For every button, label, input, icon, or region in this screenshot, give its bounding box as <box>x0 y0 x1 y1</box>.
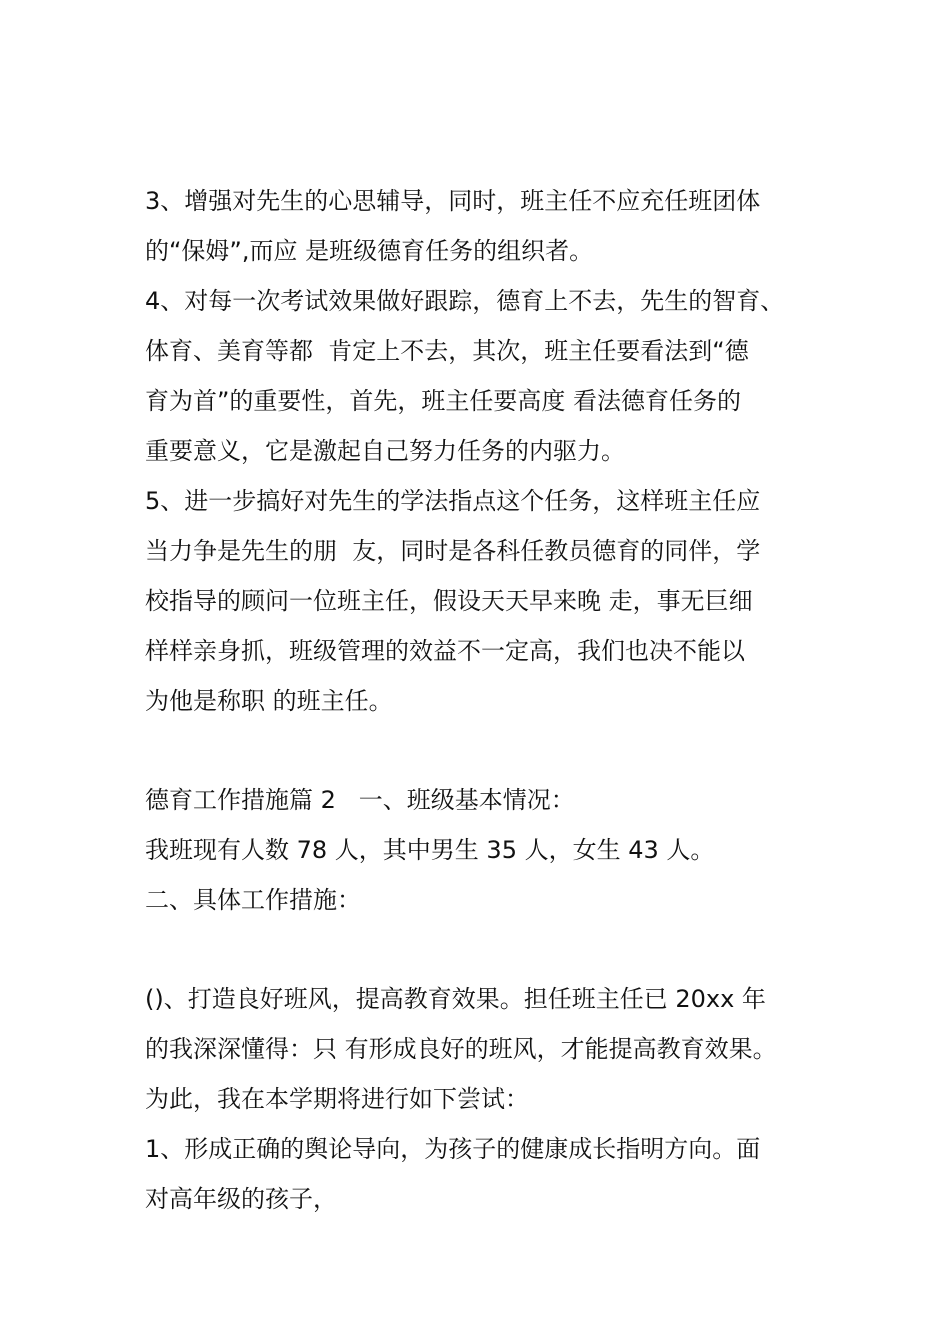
text-line: 3、增强对先生的心思辅导，同时，班主任不应充任班团体 <box>145 187 761 215</box>
text-line: 重要意义，它是激起自己努力任务的内驱力。 <box>145 437 625 465</box>
text-line: 样样亲身抓，班级管理的效益不一定高，我们也决不能以 <box>145 637 745 665</box>
text-line: 校指导的顾问一位班主任，假设天天早来晚 走，事无巨细 <box>145 587 753 615</box>
text-line: 我班现有人数 78 人，其中男生 35 人，女生 43 人。 <box>145 836 715 864</box>
section-heading: 德育工作措施篇 2 一、班级基本情况： <box>145 786 575 814</box>
text-line: 4、对每一次考试效果做好跟踪，德育上不去，先生的智育、 <box>145 287 785 315</box>
text-line: ()、打造良好班风，提高教育效果。担任班主任已 20xx 年 <box>145 985 766 1013</box>
text-line: 对高年级的孩子， <box>145 1185 337 1213</box>
text-line: 1、形成正确的舆论导向，为孩子的健康成长指明方向。面 <box>145 1135 761 1163</box>
text-line: 的我深深懂得：只 有形成良好的班风，才能提高教育效果。 <box>145 1035 777 1063</box>
subsection-heading: 二、具体工作措施： <box>145 886 361 914</box>
text-line: 为他是称职 的班主任。 <box>145 687 393 715</box>
text-line: 为此，我在本学期将进行如下尝试： <box>145 1085 529 1113</box>
text-line: 育为首”的重要性，首先，班主任要高度 看法德育任务的 <box>145 387 742 415</box>
text-line: 体育、美育等都 肯定上不去，其次，班主任要看法到“德 <box>145 337 749 365</box>
text-line: 当力争是先生的朋 友，同时是各科任教员德育的同伴，学 <box>145 537 761 565</box>
text-line: 5、进一步搞好对先生的学法指点这个任务，这样班主任应 <box>145 487 761 515</box>
text-line: 的“保姆”,而应 是班级德育任务的组织者。 <box>145 237 594 265</box>
